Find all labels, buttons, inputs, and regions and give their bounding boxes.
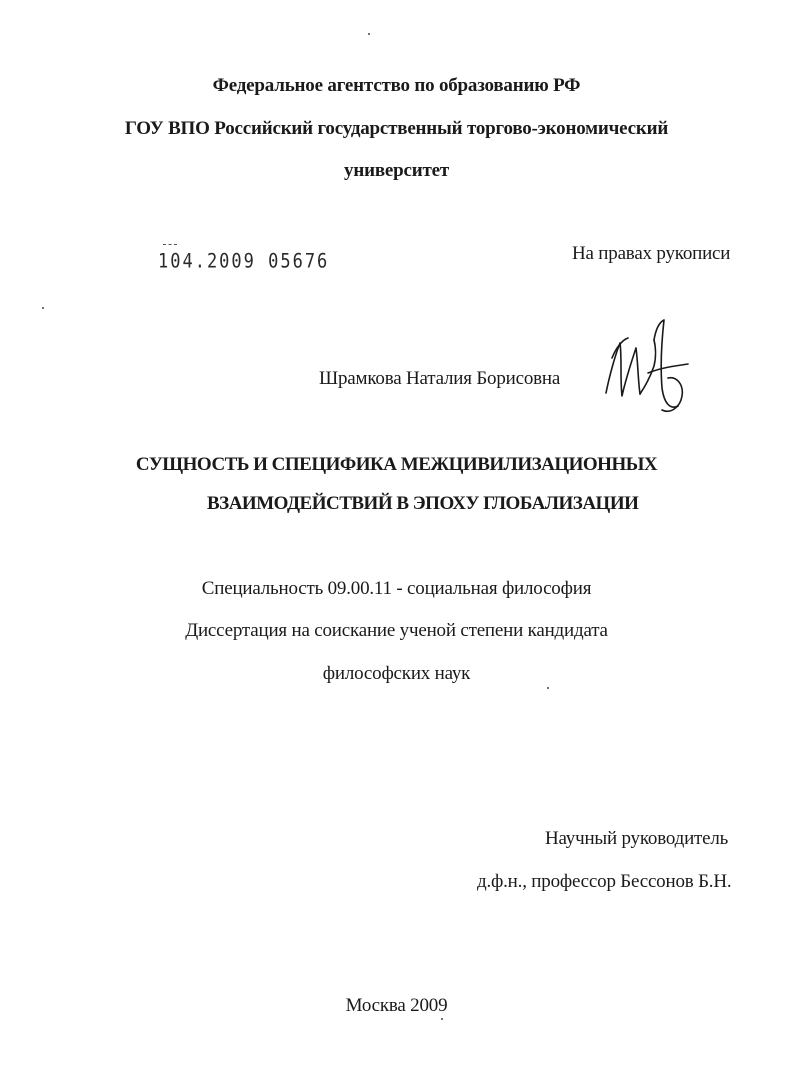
author-name: Шрамкова Наталия Борисовна [319, 368, 561, 389]
degree-line2: философских наук [322, 663, 471, 684]
supervisor-name: д.ф.н., профессор Бессонов Б.Н. [477, 871, 732, 892]
university-heading-line1: ГОУ ВПО Российский государственный торгово-экономический [124, 118, 669, 139]
stamp-mark [163, 244, 177, 248]
scan-speck [547, 687, 549, 689]
manuscript-rights-label: На правах рукописи [572, 243, 731, 264]
registration-stamp-number: 104.2009 05676 [158, 250, 330, 273]
specialty-line: Специальность 09.00.11 - социальная философия [201, 578, 592, 599]
degree-line1: Диссертация на соискание ученой степени кандидата [185, 620, 608, 641]
supervisor-label: Научный руководитель [545, 828, 729, 849]
dissertation-title-line1: СУЩНОСТЬ И СПЕЦИФИКА МЕЖЦИВИЛИЗАЦИОННЫХ [135, 454, 658, 475]
scan-speck [42, 307, 44, 309]
place-and-year: Москва 2009 [345, 995, 448, 1016]
scan-speck [441, 1018, 443, 1020]
handwritten-signature-icon [598, 318, 694, 418]
dissertation-title-line2: ВЗАИМОДЕЙСТВИЙ В ЭПОХУ ГЛОБАЛИЗАЦИИ [207, 493, 639, 514]
scan-speck [368, 33, 370, 35]
agency-heading: Федеральное агентство по образованию РФ [212, 75, 581, 96]
university-heading-line2: университет [344, 160, 449, 181]
